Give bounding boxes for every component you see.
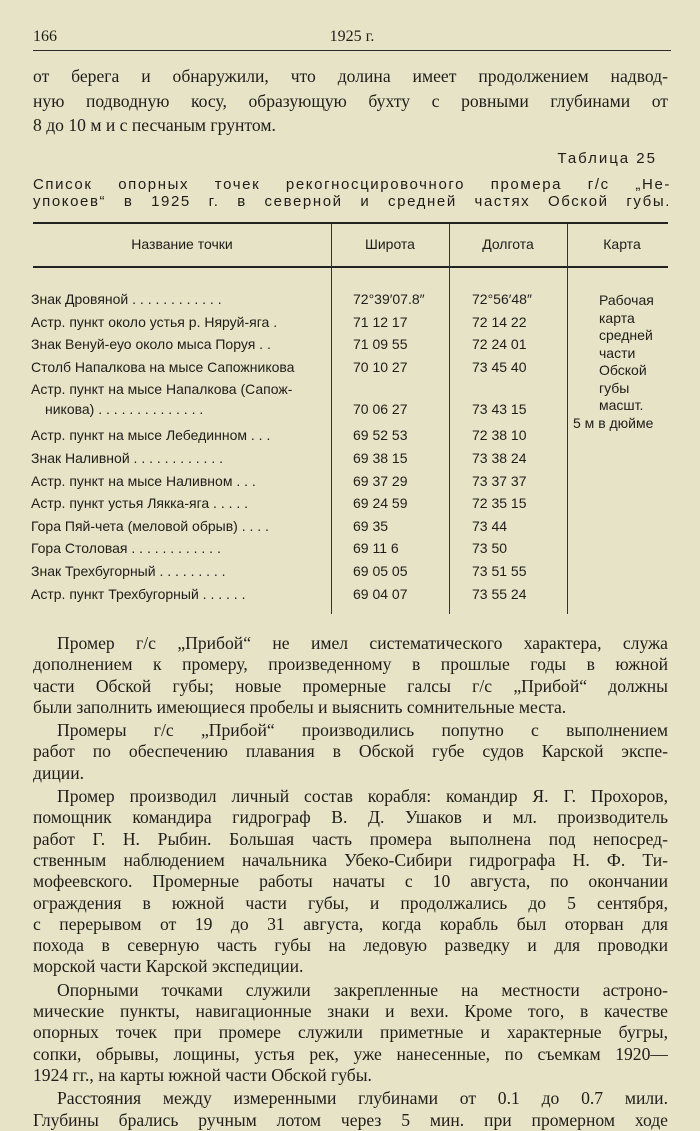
- table-row: [31, 515, 671, 537]
- header-longitude: Долгота: [482, 236, 534, 252]
- table-row: [31, 492, 671, 514]
- longitude: 73 37 37: [472, 472, 527, 489]
- table-top-rule: [33, 222, 668, 224]
- body-paragraph: [33, 980, 668, 1086]
- text-line: морской части Карской экспедиции.: [33, 956, 304, 977]
- text-line: 8 до 10 м и с песчаным грунтом.: [33, 115, 276, 135]
- latitude: 69 35: [353, 517, 389, 534]
- point-name: Гора Столовая . . . . . . . . . . . .: [31, 540, 221, 557]
- text-line: ограждения в южной части губы, и продолжались до 5 сентября,: [33, 892, 668, 913]
- point-name: Астр. пункт на мысе Напалкова (Сапож-: [31, 381, 293, 398]
- map-note-line: Рабочая: [599, 292, 654, 308]
- text-line: 1924 гг., на карты южной части Обской губы.: [33, 1064, 372, 1085]
- map-note-line: карта: [599, 309, 635, 326]
- table-row: [31, 560, 671, 582]
- intro-paragraph: [33, 64, 668, 138]
- latitude: 69 38 15: [353, 450, 408, 466]
- longitude: 72 38 10: [472, 427, 527, 444]
- text-line: Глубины брались ручным лотом через 5 мин. при промерном ходе: [33, 1109, 668, 1130]
- point-name: Знак Дровяной . . . . . . . . . . . .: [31, 291, 222, 307]
- table-row: [31, 470, 671, 492]
- latitude: 69 05 05: [353, 563, 408, 579]
- latitude: 71 09 55: [353, 336, 408, 353]
- text-line: Расстояния между измеренными глубинами от 0.1 до 0.7 мили.: [57, 1088, 668, 1109]
- table-header-rule: [33, 266, 668, 268]
- table-caption-line: упокоев“ в 1925 г. в северной и средней частях Обской губы.: [33, 193, 671, 210]
- text-line: мические пункты, навигационные знаки и вехи. Кроме того, в качестве: [33, 1001, 668, 1022]
- text-line: работ Г. Н. Рыбин. Большая часть промера выполнена под непосред-: [33, 828, 668, 849]
- table-caption-line: Список опорных точек рекогносцировочного промера г/с „Не-: [33, 176, 671, 193]
- longitude: 72°56′48″: [472, 291, 532, 307]
- map-note-line: масшт.: [599, 397, 644, 413]
- text-line: Опорными точками служили закрепленные на местности астроно-: [57, 979, 668, 1000]
- header-map: Карта: [603, 236, 641, 252]
- point-name: Знак Трехбугорный . . . . . . . . .: [31, 563, 226, 579]
- map-note-line: губы: [599, 379, 630, 396]
- table-row: [31, 447, 671, 469]
- map-note: [573, 292, 683, 432]
- table-row: [31, 583, 671, 605]
- latitude: 70 06 27: [353, 401, 408, 418]
- point-name: Гора Пяй-чета (меловой обрыв) . . . .: [31, 517, 269, 534]
- text-line: Промер г/с „Прибой“ не имел систематического характера, служа: [57, 633, 668, 653]
- longitude: 73 51 55: [472, 563, 527, 579]
- text-line: Промеры г/с „Прибой“ производились попутно с выполнением: [57, 720, 668, 741]
- latitude: 69 11 6: [353, 540, 399, 557]
- text-line: похода в северную часть губы на ледовую разведку и для проводки: [33, 935, 668, 956]
- text-line: опорных точек при промере служили приметные и характерные бугры,: [33, 1022, 668, 1043]
- point-name-continued: никова) . . . . . . . . . . . . . .: [45, 401, 204, 418]
- latitude: 71 12 17: [353, 313, 408, 330]
- latitude: 72°39′07.8″: [353, 291, 425, 307]
- text-line: части Обской губы; новые промерные галсы г/с „Прибой“ должны: [33, 675, 668, 696]
- text-line: работ по обеспечению плавания в Обской губе судов Карской экспе-: [33, 741, 668, 762]
- longitude: 72 14 22: [472, 313, 527, 330]
- map-note-line: средней: [599, 327, 653, 343]
- longitude: 73 45 40: [472, 358, 527, 375]
- longitude: 73 38 24: [472, 450, 527, 466]
- latitude: 69 24 59: [353, 495, 408, 512]
- text-line: ную подводную косу, образующую бухту с ровными глубинами от: [33, 90, 668, 111]
- page-header: [33, 24, 671, 51]
- latitude: 70 10 27: [353, 358, 408, 375]
- longitude: 72 35 15: [472, 495, 527, 512]
- body-paragraph: [33, 720, 668, 784]
- map-note-line: Обской: [599, 362, 647, 378]
- point-name: Знак Наливной . . . . . . . . . . . .: [31, 450, 224, 466]
- latitude: 69 37 29: [353, 472, 408, 489]
- point-name: Знак Венуй-еуо около мыса Поруя . .: [31, 336, 271, 353]
- point-name: Столб Напалкова на мысе Сапожникова: [31, 358, 295, 375]
- point-name: Астр. пункт на мысе Лебединном . . .: [31, 427, 271, 444]
- map-note-line: 5 м в дюйме: [573, 414, 654, 431]
- body-paragraph: [33, 786, 668, 978]
- text-line: мофеевского. Промерные работы начаты с 10 августа, по окончании: [33, 871, 668, 892]
- longitude: 72 24 01: [472, 336, 527, 353]
- table-label: Таблица 25: [557, 150, 657, 167]
- longitude: 73 44: [472, 517, 508, 534]
- point-name: Астр. пункт Трехбугорный . . . . . .: [31, 585, 246, 602]
- body-paragraph: [33, 1088, 668, 1131]
- body-paragraph: [33, 633, 668, 718]
- point-name: Астр. пункт устья Лякка-яга . . . . .: [31, 495, 249, 512]
- text-line: Промер производил личный состав корабля: командир Я. Г. Прохоров,: [57, 786, 668, 807]
- running-title-year: 1925 г.: [329, 28, 375, 45]
- header-point-name: Название точки: [131, 236, 233, 252]
- text-line: с перерывом от 19 до 31 августа, когда корабль был оторван для: [33, 913, 668, 934]
- map-note-line: части: [599, 344, 636, 361]
- point-name: Астр. пункт на мысе Наливном . . .: [31, 472, 256, 489]
- text-line: от берега и обнаружили, что долина имеет продолжением надвод-: [33, 66, 668, 86]
- text-line: сопки, обрывы, лощины, устья рек, уже нанесенные, по съемкам 1920—: [33, 1043, 668, 1064]
- point-name: Астр. пункт около устья р. Няруй-яга .: [31, 313, 278, 330]
- header-latitude: Широта: [365, 236, 415, 252]
- text-line: дополнением к промеру, произведенному в прошлые годы в южной: [33, 654, 668, 675]
- longitude: 73 50: [472, 540, 508, 557]
- longitude: 73 55 24: [472, 585, 527, 602]
- latitude: 69 04 07: [353, 585, 408, 602]
- text-line: помощник командира гидрограф В. Д. Ушаков и мл. производитель: [33, 807, 668, 828]
- longitude: 73 43 15: [472, 401, 527, 418]
- text-line: были заполнить имеющиеся пробелы и выяснить сомнительные места.: [33, 696, 567, 717]
- text-line: ственным наблюдением начальника Убеко-Сибири гидрографа Н. Ф. Ти-: [33, 849, 668, 870]
- latitude: 69 52 53: [353, 427, 408, 444]
- table-row: [31, 537, 671, 559]
- text-line: диции.: [33, 762, 85, 783]
- page-number: 166: [33, 28, 57, 45]
